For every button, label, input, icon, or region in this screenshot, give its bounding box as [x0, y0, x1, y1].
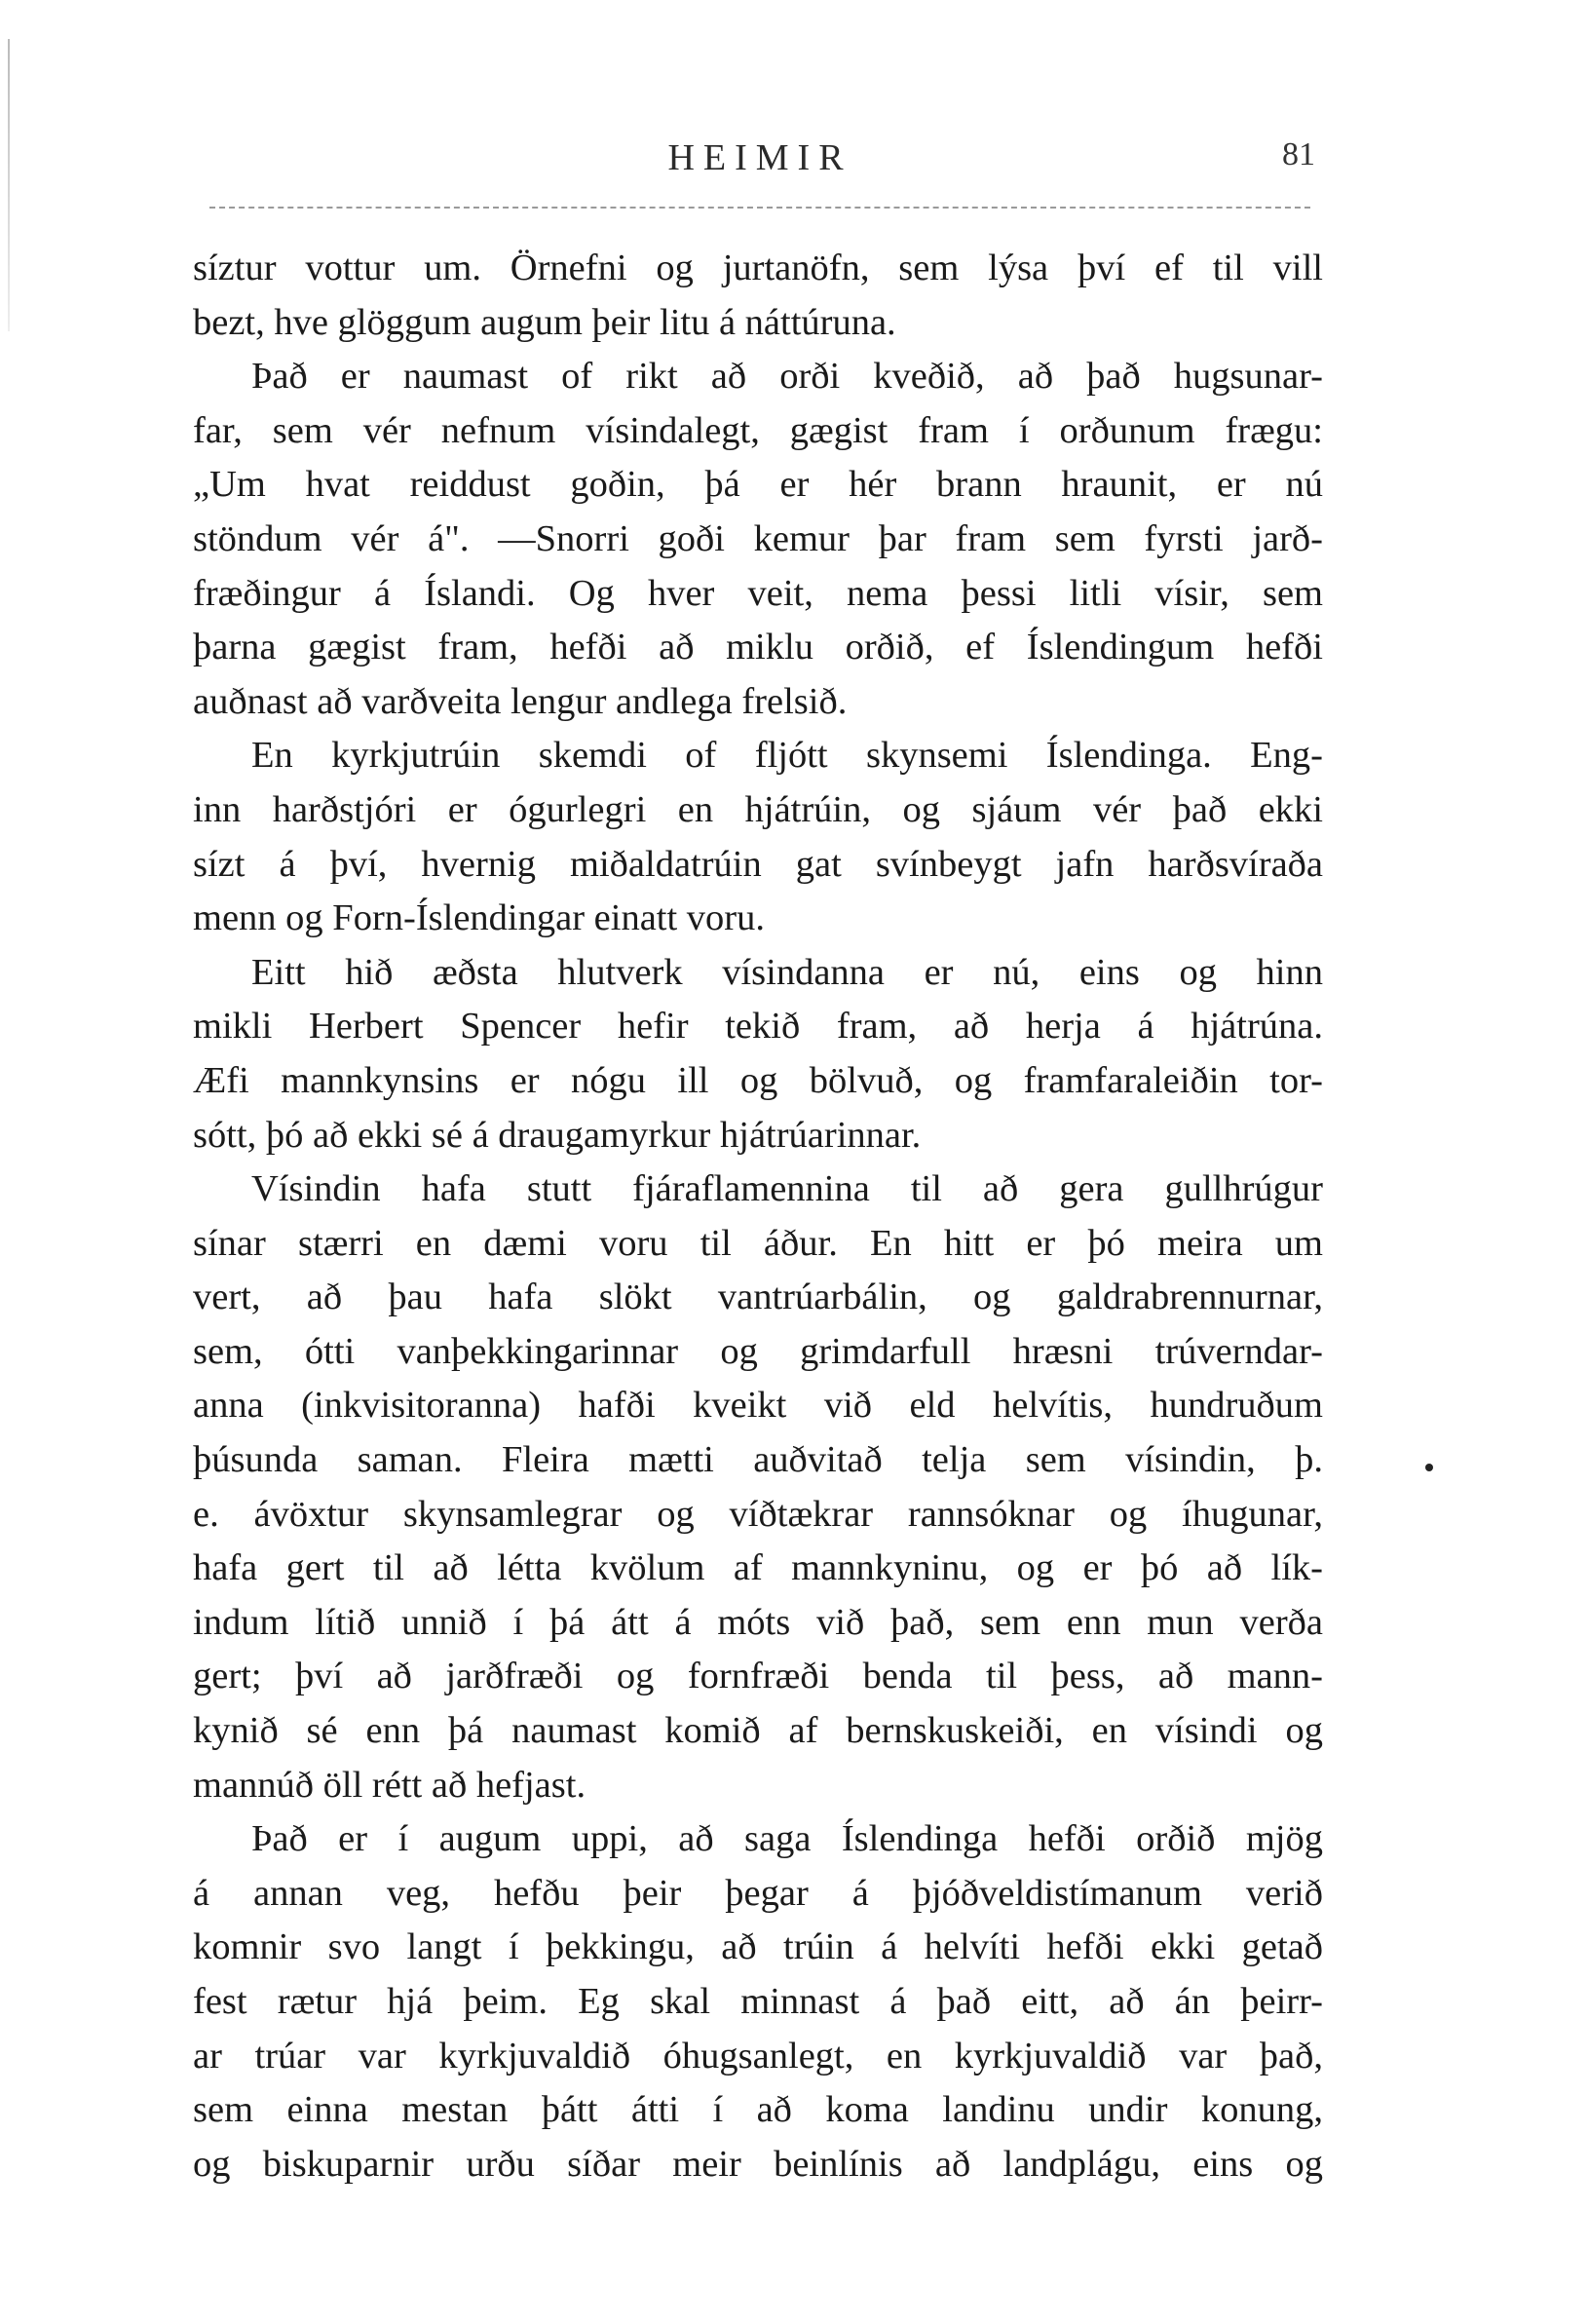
ink-spot: [1425, 1464, 1433, 1471]
text-line: indum lítið unnið í þá átt á móts við það, sem enn mun verða: [193, 1601, 1323, 1643]
text-line: á annan veg, hefðu þeir þegar á þjóðveldistímanum verið: [193, 1872, 1323, 1914]
text-line: inn harðstjóri er ógurlegri en hjátrúin, og sjáum vér það ekki: [193, 788, 1323, 830]
text-line: sem, ótti vanþekkingarinnar og grimdarfull hræsni trúverndar-: [193, 1330, 1323, 1372]
text-line: þarna gægist fram, hefði að miklu orðið, ef Íslendingum hefði: [193, 627, 1323, 668]
running-title: HEIMIR: [667, 137, 852, 178]
text-line: ar trúar var kyrkjuvaldið óhugsanlegt, en kyrkjuvaldið var það,: [193, 2035, 1323, 2076]
text-line: Eitt hið æðsta hlutverk vísindanna er nú, eins og hinn: [251, 951, 1323, 993]
text-line: bezt, hve glöggum augum þeir litu á náttúruna.: [193, 301, 896, 343]
text-line: mannúð öll rétt að hefjast.: [193, 1764, 586, 1806]
text-line: komnir svo langt í þekkingu, að trúin á helvíti hefði ekki getað: [193, 1926, 1323, 1968]
text-line: mikli Herbert Spencer hefir tekið fram, að herja á hjátrúna.: [193, 1006, 1323, 1048]
text-line: hafa gert til að létta kvölum af mannkyninu, og er þó að lík-: [193, 1547, 1323, 1589]
text-line: vert, að þau hafa slökt vantrúarbálin, og galdrabrennurnar,: [193, 1276, 1323, 1318]
text-line: Það er naumast of rikt að orði kveðið, að það hugsunar-: [251, 356, 1323, 398]
text-line: En kyrkjutrúin skemdi of fljótt skynsemi Íslendinga. Eng-: [251, 735, 1323, 777]
text-line: „Um hvat reiddust goðin, þá er hér brann hraunit, er nú: [193, 464, 1323, 506]
text-line: og biskuparnir urðu síðar meir beinlínis að landplágu, eins og: [193, 2143, 1323, 2185]
text-line: síztur vottur um. Örnefni og jurtanöfn, sem lýsa því ef til vill: [193, 248, 1323, 288]
text-line: Æfi mannkynsins er nógu ill og bölvuð, og framfaraleiðin tor-: [193, 1059, 1323, 1101]
text-line: sótt, þó að ekki sé á draugamyrkur hjátrúarinnar.: [193, 1114, 922, 1156]
page-number: 81: [1282, 136, 1315, 172]
text-line: menn og Forn-Íslendingar einatt voru.: [193, 897, 765, 939]
page-edge-shadow: [8, 39, 10, 331]
text-line: kynið sé enn þá naumast komið af bernskuskeiði, en vísindi og: [193, 1710, 1323, 1752]
text-line: anna (inkvisitoranna) hafði kveikt við eld helvítis, hundruðum: [193, 1385, 1323, 1427]
text-line: Það er í augum uppi, að saga Íslendinga hefði orðið mjög: [251, 1818, 1323, 1860]
running-head: [205, 136, 1315, 185]
text-line: þúsunda saman. Fleira mætti auðvitað telja sem vísindin, þ.: [193, 1439, 1323, 1481]
body-text: [193, 242, 1323, 2191]
text-line: sízt á því, hvernig miðaldatrúin gat svínbeygt jafn harðsvíraða: [193, 843, 1323, 885]
text-line: fest rætur hjá þeim. Eg skal minnast á það eitt, að án þeirr-: [193, 1981, 1323, 2022]
text-line: sem einna mestan þátt átti í að koma landinu undir konung,: [193, 2089, 1323, 2131]
text-line: auðnast að varðveita lengur andlega frelsið.: [193, 680, 848, 722]
text-line: Vísindin hafa stutt fjáraflamennina til að gera gullhrúgur: [251, 1168, 1323, 1210]
text-line: fræðingur á Íslandi. Og hver veit, nema þessi litli vísir, sem: [193, 572, 1323, 614]
header-rule: [209, 207, 1310, 209]
text-line: far, sem vér nefnum vísindalegt, gægist fram í orðunum frægu:: [193, 409, 1323, 451]
text-line: sínar stærri en dæmi voru til áður. En hitt er þó meira um: [193, 1222, 1323, 1264]
text-line: gert; því að jarðfræði og fornfræði benda til þess, að mann-: [193, 1656, 1323, 1697]
text-line: e. ávöxtur skynsamlegrar og víðtækrar rannsóknar og íhugunar,: [193, 1493, 1323, 1535]
text-line: stöndum vér á". —Snorri goði kemur þar fram sem fyrsti jarð-: [193, 517, 1323, 559]
